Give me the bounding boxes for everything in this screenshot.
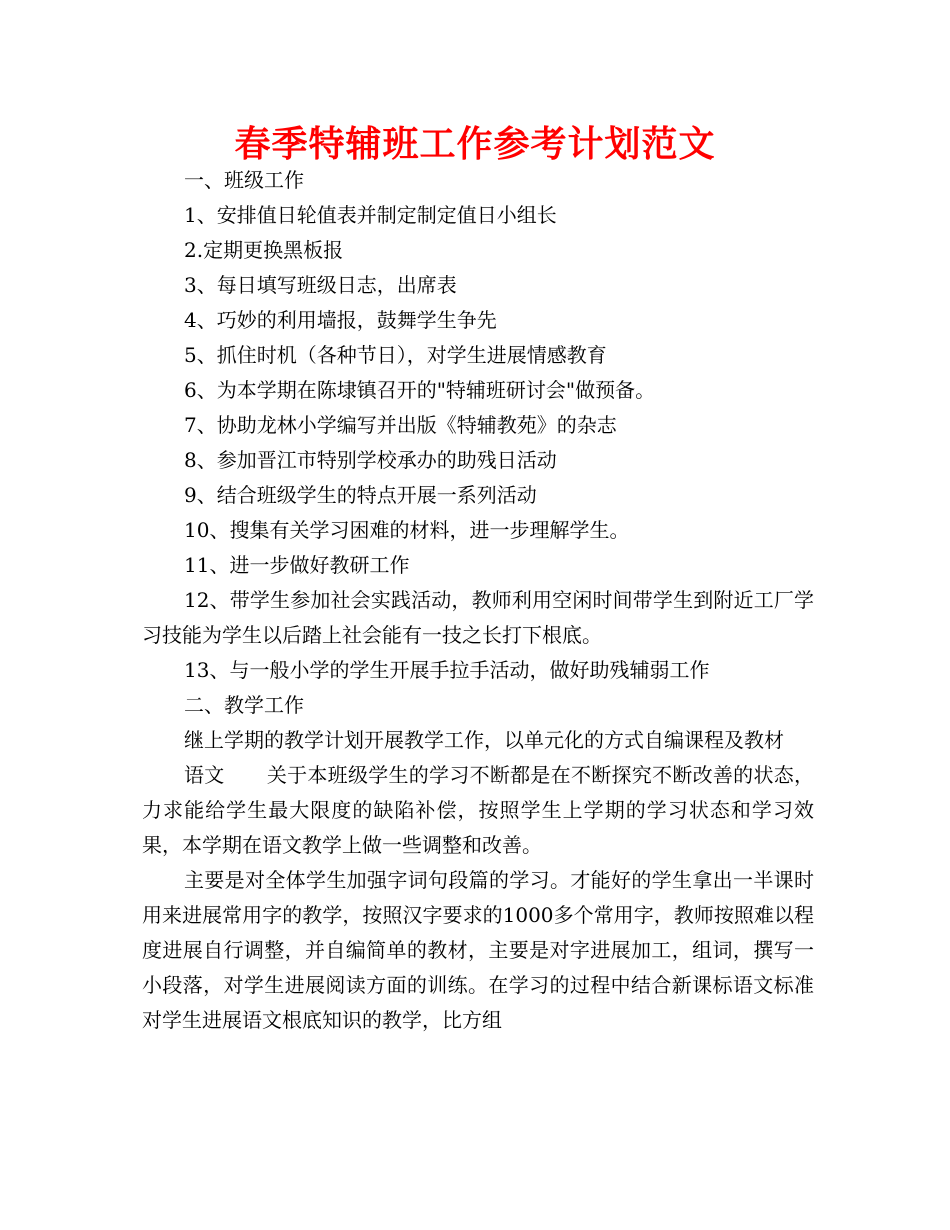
paragraph: 11、进一步做好教研工作 xyxy=(184,553,410,577)
paragraph: 4、巧妙的利用墙报，鼓舞学生争先 xyxy=(184,308,497,332)
paragraph: 12、带学生参加社会实践活动，教师利用空闲时间带学生到附近工厂学习技能为学生以后踏上社会能有一技之长打下根底。 xyxy=(142,588,814,647)
paragraph: 9、结合班级学生的特点开展一系列活动 xyxy=(184,483,537,507)
document-body xyxy=(142,163,814,1038)
document-title: 春季特辅班工作参考计划范文 xyxy=(234,124,716,165)
paragraph: 2.定期更换黑板报 xyxy=(184,238,344,262)
paragraph: 8、参加晋江市特别学校承办的助残日活动 xyxy=(184,448,557,472)
paragraph: 13、与一般小学的学生开展手拉手活动，做好助残辅弱工作 xyxy=(184,658,710,682)
yuwen-paragraph xyxy=(142,758,814,863)
paragraph: 5、抓住时机（各种节日），对学生进展情感教育 xyxy=(184,343,607,367)
paragraph: 继上学期的教学计划开展教学工作，以单元化的方式自编课程及教材 xyxy=(184,728,784,752)
paragraph: 一、班级工作 xyxy=(184,168,304,192)
yuwen-label: 语文 xyxy=(184,763,225,787)
paragraph: 1、安排值日轮值表并制定制定值日小组长 xyxy=(184,203,557,227)
paragraph: 主要是对全体学生加强字词句段篇的学习。才能好的学生拿出一半课时用来进展常用字的教学，按照汉字要求的1000多个常用字，教师按照难以程度进展自行调整，并自编简单的教材，主要是对字进展加工，组词，撰写一小段落，对学生进展阅读方面的训练。在学习的过程中结合新课标语文标准对学生进展语文根底知识的教学，比方组 xyxy=(142,868,814,1032)
paragraph: 二、教学工作 xyxy=(184,693,304,717)
paragraph: 10、搜集有关学习困难的材料，进一步理解学生。 xyxy=(184,518,630,542)
paragraph: 3、每日填写班级日志，出席表 xyxy=(184,273,457,297)
paragraph: 7、协助龙林小学编写并出版《特辅教苑》的杂志 xyxy=(184,413,617,437)
yuwen-text: 关于本班级学生的学习不断都是在不断探究不断改善的状态，力求能给学生最大限度的缺陷补偿，按照学生上学期的学习状态和学习效果，本学期在语文教学上做一些调整和改善。 xyxy=(142,763,815,857)
paragraph: 6、为本学期在陈埭镇召开的"特辅班研讨会"做预备。 xyxy=(184,378,656,402)
